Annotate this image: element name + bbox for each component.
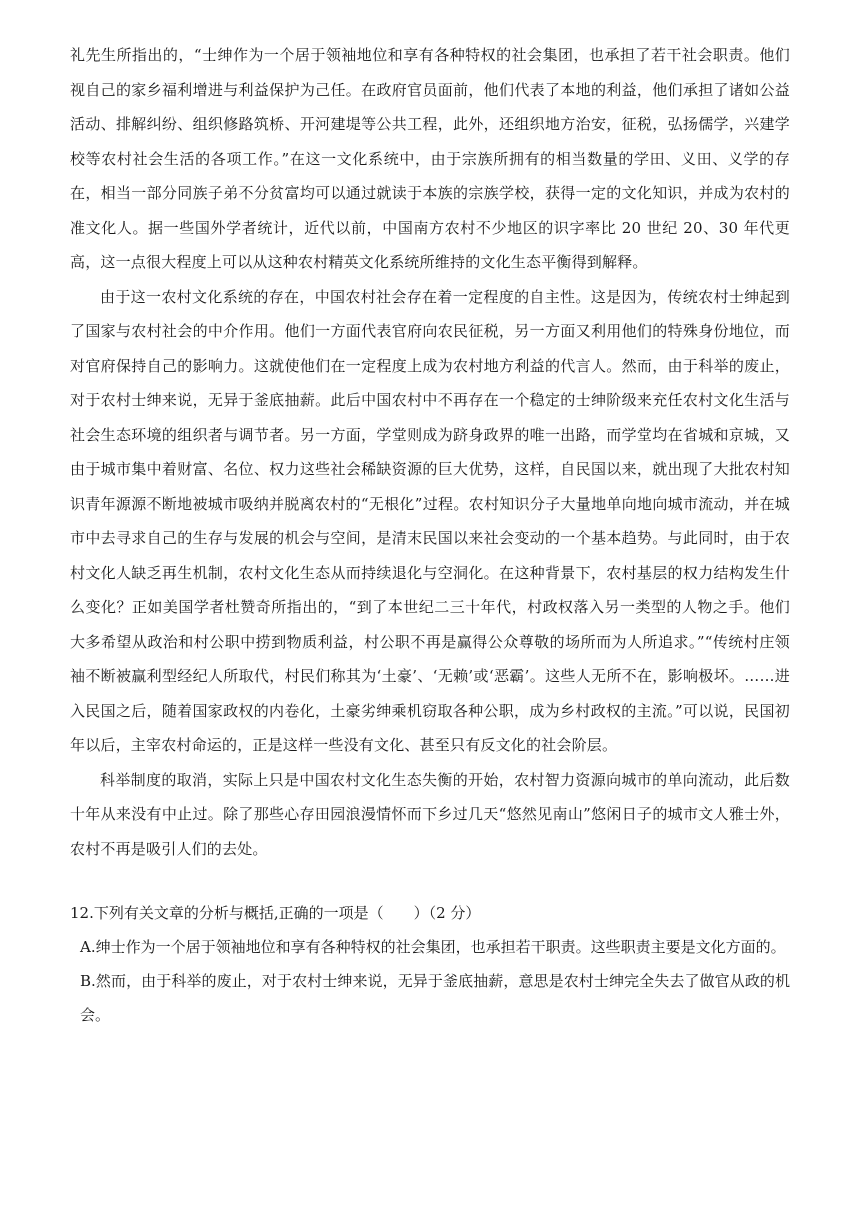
article-paragraph-1: 礼先生所指出的，“士绅作为一个居于领袖地位和享有各种特权的社会集团，也承担了若干社会职责。他们视自己的家乡福利增进与利益保护为己任。在政府官员面前，他们代表了本地的利益，他们承担了诸如公益活动、排解纠纷、组织修路筑桥、开河建堤等公共工程，此外，还组织地方治安，征税，弘扬儒学，兴建学校等农村社会生活的各项工作。”在这一文化系统中，由于宗族所拥有的相当数量的学田、义田、义学的存在，相当一部分同族子弟不分贫富均可以通过就读于本族的宗族学校，获得一定的文化知识，并成为农村的准文化人。据一些国外学者统计，近代以前，中国南方农村不少地区的识字率比 20 世纪 20、30 年代更高，这一点很大程度上可以从这种农村精英文化系统所维持的文化生态平衡得到解释。 xyxy=(70,46,790,271)
article-paragraph-3: 科举制度的取消，实际上只是中国农村文化生态失衡的开始，农村智力资源向城市的单向流动，此后数十年从来没有中止过。除了那些心存田园浪漫情怀而下乡过几天“悠然见南山”悠闲日子的城市文人雅士外，农村不再是吸引人们的去处。 xyxy=(70,770,790,858)
article-paragraph-2: 由于这一农村文化系统的存在，中国农村社会存在着一定程度的自主性。这是因为，传统农村士绅起到了国家与农村社会的中介作用。他们一方面代表官府向农民征税，另一方面又利用他们的特殊身份地位，而对官府保持自己的影响力。这就使他们在一定程度上成为农村地方利益的代言人。然而，由于科举的废止，对于农村士绅来说，无异于釜底抽薪。此后中国农村中不再存在一个稳定的士绅阶级来充任农村文化生活与社会生态环境的组织者与调节者。另一方面，学堂则成为跻身政界的唯一出路，而学堂均在省城和京城，又由于城市集中着财富、名位、权力这些社会稀缺资源的巨大优势，这样，自民国以来，就出现了大批农村知识青年源源不断地被城市吸纳并脱离农村的“无根化”过程。农村知识分子大量地单向地向城市流动，并在城市中去寻求自己的生存与发展的机会与空间，是清末民国以来社会变动的一个基本趋势。与此同时，由于农村文化人缺乏再生机制，农村文化生态从而持续退化与空洞化。在这种背景下，农村基层的权力结构发生什么变化？正如美国学者杜赞奇所指出的，“到了本世纪二三十年代，村政权落入另一类型的人物之手。他们大多希望从政治和村公职中捞到物质利益，村公职不再是赢得公众尊敬的场所而为人所追求。”“传统村庄领袖不断被赢利型经纪人所取代，村民们称其为‘土豪’、‘无赖’或‘恶霸’。这些人无所不在，影响极坏。……进入民国之后，随着国家政权的内卷化，土豪劣绅乘机窃取各种公职，成为乡村政权的主流。”可以说，民国初年以后，主宰农村命运的，正是这样一些没有文化、甚至只有反文化的社会阶层。 xyxy=(70,287,790,754)
article-body xyxy=(70,38,790,866)
question-12 xyxy=(70,896,790,1032)
question-stem: 12.下列有关文章的分析与概括,正确的一项是（ ）（2 分） xyxy=(70,904,481,922)
option-a: A.绅士作为一个居于领袖地位和享有各种特权的社会集团，也承担若干职责。这些职责主要是文化方面的。 xyxy=(80,938,786,956)
option-b: B.然而，由于科举的废止，对于农村士绅来说，无异于釜底抽薪，意思是农村士绅完全失去了做官从政的机会。 xyxy=(80,972,790,1024)
document-page xyxy=(70,38,790,1032)
